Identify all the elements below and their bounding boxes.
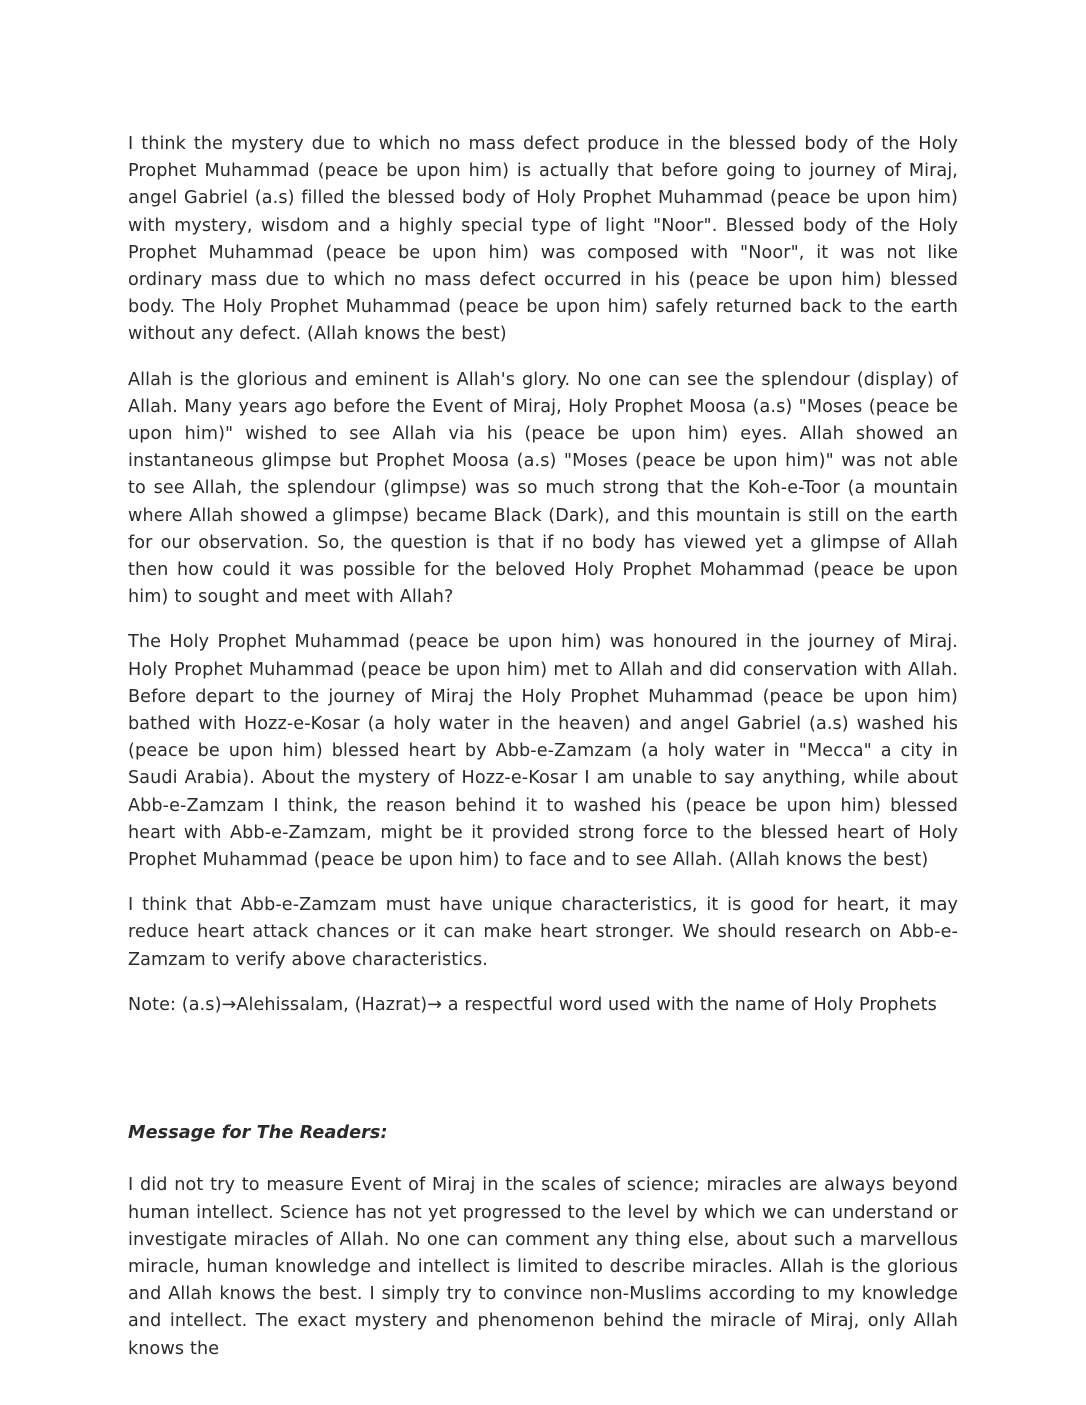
message-paragraph-1: I did not try to measure Event of Miraj in the scales of science; miracles are always beyond human intellect. Science has not yet progressed to the level by which we can understand or investigate miracles of Allah. No one can comment any thing else, about such a marvellous miracle, human knowledge and intellect is limited to describe miracles. Allah is the glorious and Allah knows the best. I simply try to convince non-Muslims according to my knowledge and intellect. The exact mystery and phenomenon behind the miracle of Miraj, only Allah knows the <box>128 1175 958 1359</box>
section-spacer <box>128 1019 958 1120</box>
body-paragraph-4: I think that Abb-e-Zamzam must have unique characteristics, it is good for heart, it may reduce heart attack chances or it can make heart stronger. We should research on Abb-e-Zamzam to verify above characteristics. <box>128 895 958 970</box>
body-paragraph-1: I think the mystery due to which no mass defect produce in the blessed body of the Holy Prophet Muhammad (peace be upon him) is actually that before going to journey of Miraj, angel Gabriel (a.s) filled the blessed body of Holy Prophet Muhammad (peace be upon him) with mystery, wisdom and a highly special type of light "Noor". Blessed body of the Holy Prophet Muhammad (peace be upon him) was composed with "Noor", it was not like ordinary mass due to which no mass defect occurred in his (peace be upon him) blessed body. The Holy Prophet Muhammad (peace be upon him) safely returned back to the earth without any defect. (Allah knows the best) <box>128 134 958 345</box>
text-column <box>128 131 958 1363</box>
body-paragraph-3: The Holy Prophet Muhammad (peace be upon him) was honoured in the journey of Miraj. Holy Prophet Muhammad (peace be upon him) met to Allah and did conservation with Allah. Before depart to the journey of Miraj the Holy Prophet Muhammad (peace be upon him) bathed with Hozz-e-Kosar (a holy water in the heaven) and angel Gabriel (a.s) washed his (peace be upon him) blessed heart by Abb-e-Zamzam (a holy water in "Mecca" a city in Saudi Arabia). About the mystery of Hozz-e-Kosar I am unable to say anything, while about Abb-e-Zamzam I think, the reason behind it to washed his (peace be upon him) blessed heart with Abb-e-Zamzam, might be it provided strong force to the blessed heart of Holy Prophet Muhammad (peace be upon him) to face and to see Allah. (Allah knows the best) <box>128 632 958 871</box>
body-paragraph-2: Allah is the glorious and eminent is Allah's glory. No one can see the splendour (display) of Allah. Many years ago before the Event of Miraj, Holy Prophet Moosa (a.s) "Moses (peace be upon him)" wished to see Allah via his (peace be upon him) eyes. Allah showed an instantaneous glimpse but Prophet Moosa (a.s) "Moses (peace be upon him)" was not able to see Allah, the splendour (glimpse) was so much strong that the Koh-e-Toor (a mountain where Allah showed a glimpse) became Black (Dark), and this mountain is still on the earth for our observation. So, the question is that if no body has viewed yet a glimpse of Allah then how could it was possible for the beloved Holy Prophet Mohammad (peace be upon him) to sought and meet with Allah? <box>128 369 958 608</box>
message-section-heading: Message for The Readers: <box>128 1123 388 1144</box>
note-line: Note: (a.s)→Alehissalam, (Hazrat)→ a respectful word used with the name of Holy Prophets <box>128 994 937 1015</box>
